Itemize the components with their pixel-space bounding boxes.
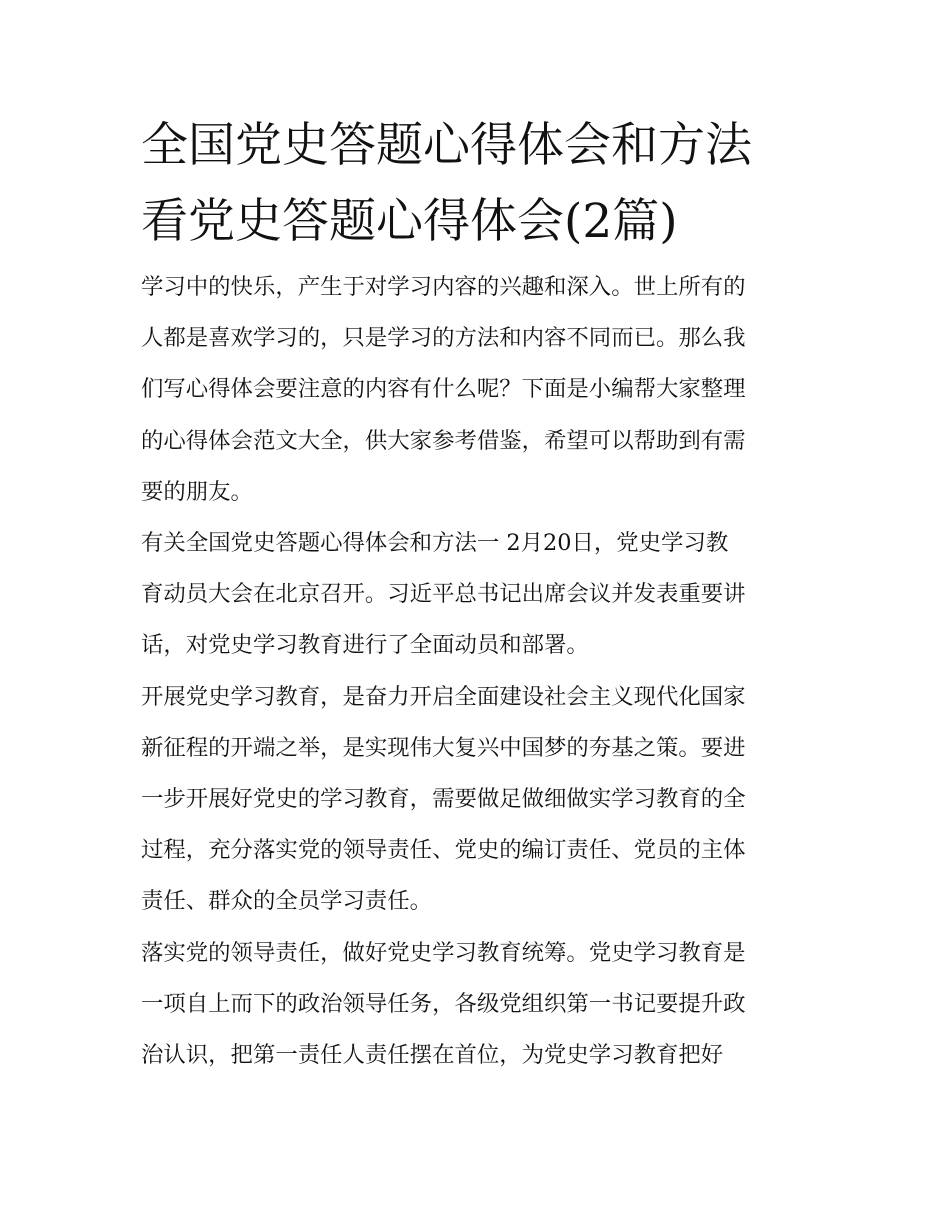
- paragraph-line: 人都是喜欢学习的，只是学习的方法和内容不同而已。那么我: [141, 325, 746, 352]
- paragraph-line: 学习中的快乐，产生于对学习内容的兴趣和深入。世上所有的: [141, 274, 746, 300]
- title-line-2: 看党史答题心得体会(2篇): [141, 194, 678, 249]
- paragraph-line: 落实党的领导责任，做好党史学习教育统筹。党史学习教育是: [141, 939, 746, 966]
- paragraph-line: 一项自上而下的政治领导任务，各级党组织第一书记要提升政: [141, 990, 746, 1017]
- paragraph-line: 育动员大会在北京召开。习近平总书记出席会议并发表重要讲: [141, 581, 746, 608]
- document-content: [141, 108, 813, 1081]
- paragraph-line: 开展党史学习教育，是奋力开启全面建设社会主义现代化国家: [141, 683, 746, 710]
- paragraph-line: 的心得体会范文大全，供大家参考借鉴，希望可以帮助到有需: [141, 427, 746, 454]
- paragraph-line: 过程，充分落实党的领导责任、党史的编订责任、党员的主体: [141, 837, 746, 864]
- paragraph-line: 要的朋友。: [141, 478, 253, 505]
- title-line-1: 全国党史答题心得体会和方法: [141, 118, 752, 173]
- paragraph-1: [141, 262, 813, 518]
- paragraph-4: [141, 928, 813, 1082]
- document-body: [141, 262, 813, 1081]
- document-title: [141, 108, 813, 260]
- paragraph-line: 们写心得体会要注意的内容有什么呢？下面是小编帮大家整理: [141, 376, 746, 403]
- paragraph-line: 有关全国党史答题心得体会和方法一 2月20日，党史学习教: [141, 530, 729, 557]
- paragraph-line: 责任、群众的全员学习责任。: [141, 888, 433, 915]
- paragraph-line: 一步开展好党史的学习教育，需要做足做细做实学习教育的全: [141, 786, 746, 813]
- paragraph-3: [141, 672, 813, 928]
- paragraph-line: 话，对党史学习教育进行了全面动员和部署。: [141, 632, 589, 659]
- paragraph-line: 新征程的开端之举，是实现伟大复兴中国梦的夯基之策。要进: [141, 734, 746, 761]
- paragraph-2: [141, 518, 813, 672]
- paragraph-line: 治认识，把第一责任人责任摆在首位，为党史学习教育把好: [141, 1042, 724, 1069]
